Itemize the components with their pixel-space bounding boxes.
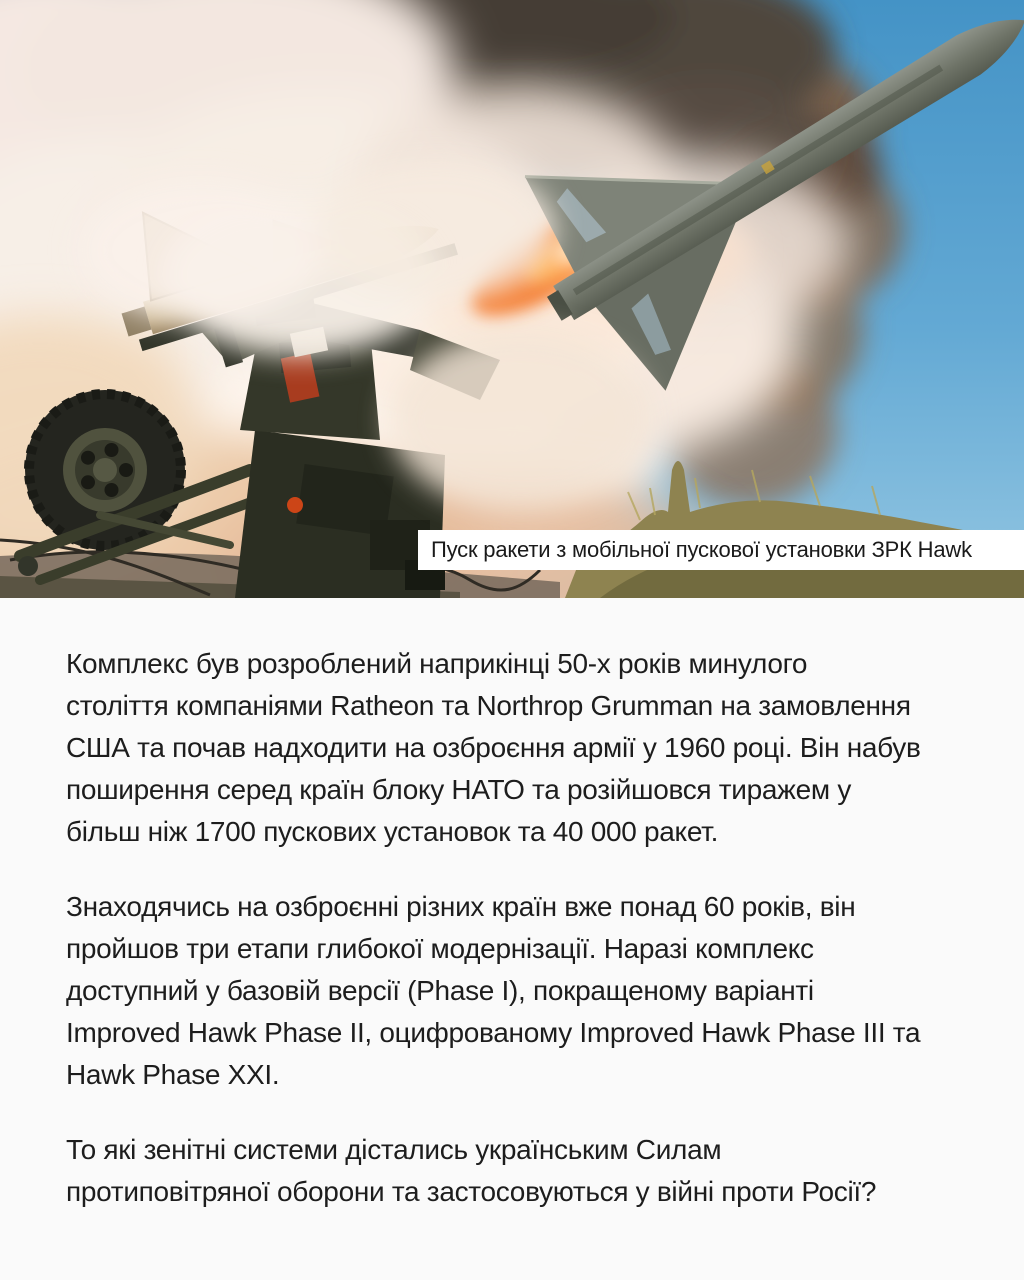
text-line: США та почав надходити на озброєння армії у 1960 році. Він набув bbox=[66, 732, 921, 763]
text-line: поширення серед країн блоку НАТО та розійшовся тиражем у bbox=[66, 774, 852, 805]
hawk-launch-illustration bbox=[0, 0, 1024, 598]
text-line: пройшов три етапи глибокої модернізації. Наразі комплекс bbox=[66, 933, 814, 964]
text-line: Знаходячись на озброєнні різних країн вже понад 60 років, він bbox=[66, 891, 856, 922]
text-line: протиповітряної оборони та застосовуються у війні проти Росії? bbox=[66, 1176, 877, 1207]
text-line: століття компаніями Ratheon та Northrop Grumman на замовлення bbox=[66, 690, 911, 721]
text-line: Hawk Phase XXI. bbox=[66, 1059, 280, 1090]
text-line: більш ніж 1700 пускових установок та 40 000 ракет. bbox=[66, 816, 719, 847]
text-line: доступний у базовій версії (Phase I), покращеному варіанті bbox=[66, 975, 814, 1006]
paragraph-question bbox=[66, 1129, 958, 1213]
photo-caption bbox=[418, 530, 1024, 570]
hawk-launch-photo bbox=[0, 0, 1024, 598]
text-line: Комплекс був розроблений наприкінці 50-х років минулого bbox=[66, 648, 808, 679]
paragraph-history bbox=[66, 643, 958, 853]
photo-caption-text: Пуск ракети з мобільної пускової установки ЗРК Hawk bbox=[431, 537, 972, 562]
text-line: То які зенітні системи дістались українським Силам bbox=[66, 1134, 722, 1165]
paragraph-modernization bbox=[66, 886, 958, 1096]
text-line: Improved Hawk Phase II, оцифрованому Improved Hawk Phase III та bbox=[66, 1017, 921, 1048]
article-body bbox=[0, 598, 1024, 1213]
